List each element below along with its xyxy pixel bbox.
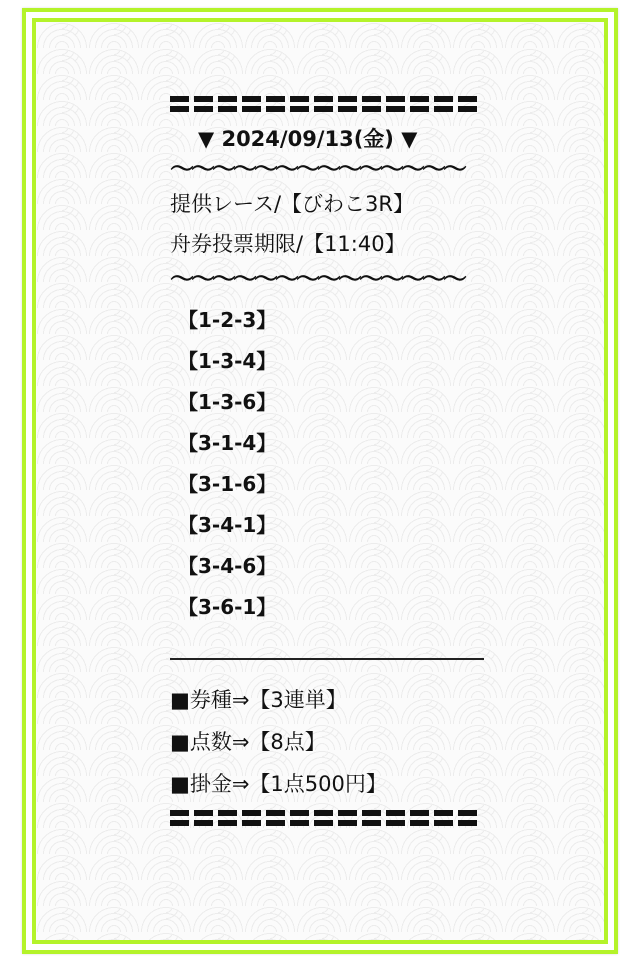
- combination-item: 【3-6-1】: [178, 595, 277, 619]
- bet-type: ■券種⇒【3連単】: [170, 688, 347, 712]
- wave-divider-top: 〜〜〜〜〜〜〜〜〜〜〜〜〜〜: [170, 155, 464, 183]
- date-heading: ▼ 2024/09/13(金) ▼: [198, 127, 418, 151]
- combination-item: 【3-1-4】: [178, 431, 277, 455]
- patterned-panel: [32, 18, 608, 944]
- combination-item: 【1-3-6】: [178, 390, 277, 414]
- combination-item: 【1-3-4】: [178, 349, 277, 373]
- combination-item: 【3-1-6】: [178, 472, 277, 496]
- top-double-line-divider: [170, 94, 482, 116]
- bet-points: ■点数⇒【8点】: [170, 730, 326, 754]
- race-name: 提供レース/【びわこ3R】: [170, 192, 414, 216]
- voting-deadline: 舟券投票期限/【11:40】: [170, 232, 406, 256]
- combination-item: 【1-2-3】: [178, 308, 277, 332]
- combination-item: 【3-4-6】: [178, 554, 277, 578]
- horizontal-rule: [170, 658, 484, 660]
- wave-divider-bottom: 〜〜〜〜〜〜〜〜〜〜〜〜〜〜: [170, 265, 464, 293]
- bet-amount: ■掛金⇒【1点500円】: [170, 772, 387, 796]
- combination-item: 【3-4-1】: [178, 513, 277, 537]
- outer-frame: [22, 8, 618, 954]
- bottom-double-line-divider: [170, 808, 482, 830]
- combination-list: [170, 302, 485, 630]
- forecast-content: [170, 94, 485, 830]
- bet-summary: [170, 680, 485, 806]
